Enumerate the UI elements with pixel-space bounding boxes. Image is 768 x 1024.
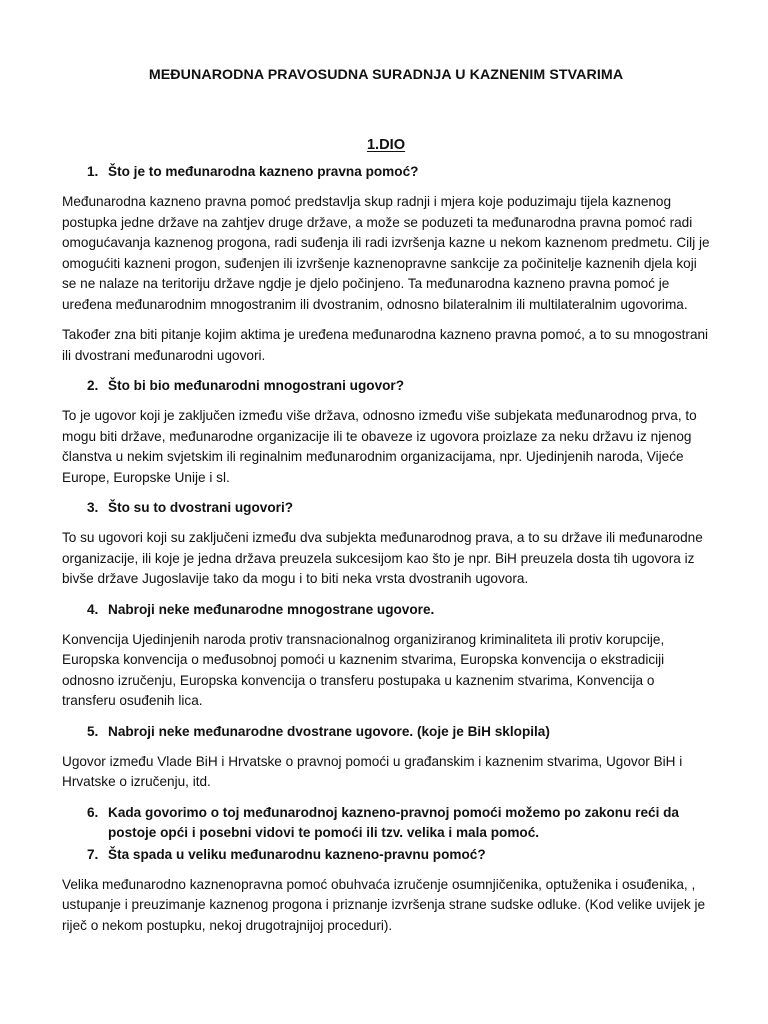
- answer-paragraph-2: Također zna biti pitanje kojim aktima je uređena međunarodna kazneno pravna pomoć, a to su mnogostrani ili dvostrani međunarodni ugovori.: [62, 327, 709, 363]
- question-1: [62, 162, 710, 182]
- question-text: Šta spada u veliku međunarodnu kazneno-pravnu pomoć?: [108, 846, 486, 862]
- question-text: Što su to dvostrani ugovori?: [108, 500, 294, 515]
- question-number: 3.: [87, 500, 99, 515]
- question-number: 4.: [87, 601, 99, 617]
- question-number: 7.: [87, 846, 99, 862]
- answer-paragraph-7: Velika međunarodno kaznenopravna pomoć obuhvaća izručenje osumnjičenika, optuženika i osuđenika, , ustupanje i preuzimanje kaznenog progona i priznanje izvršenja strane sudske odluke. (Kod velike uvijek je riječ o nekom postupku, nekoj drugotrajnijoj proceduri).: [62, 876, 706, 933]
- question-4: [62, 600, 710, 620]
- question-2: [62, 376, 710, 396]
- question-text: Što bi bio međunarodni mnogostrani ugovor?: [108, 378, 405, 393]
- question-number: 6.: [87, 804, 99, 820]
- question-text: Nabroji neke međunarodne dvostrane ugovore. (koje je BiH sklopila): [108, 723, 550, 739]
- question-number: 2.: [87, 378, 99, 393]
- question-number: 5.: [87, 723, 99, 739]
- question-3: [62, 498, 710, 518]
- question-7: [62, 845, 710, 865]
- part-heading: 1.DIO: [366, 137, 406, 153]
- question-text: Što je to međunarodna kazneno pravna pomoć?: [108, 164, 419, 179]
- answer-paragraph-6: Ugovor između Vlade BiH i Hrvatske o pravnoj pomoći u građanskim i kaznenim stvarima, Ugovor BiH i Hrvatske o izručenju, itd.: [62, 753, 683, 789]
- question-5: [62, 722, 710, 742]
- question-text: Nabroji neke međunarodne mnogostrane ugovore.: [108, 601, 435, 617]
- document-title: MEĐUNARODNA PRAVOSUDNA SURADNJA U KAZNENIM STVARIMA: [148, 67, 624, 83]
- answer-paragraph-1: Međunarodna kazneno pravna pomoć predstavlja skup radnji i mjera koje poduzimaju tijela kaznenog postupka jedne države na zahtjev druge države, a može se poduzeti ta međunarodna pravna pomoć radi omogućavanja kaznenog progona, radi suđenja ili radi izvršenja kazne u nekom kaznenom predmetu. Cilj je omogućiti kazneni progon, suđenjen ili izvršenje kaznenopravne sankcije za počinitelje kaznenih djela koji se ne nalaze na teritoriju države ngdje je djelo počinjeno. Ta međunarodna kazneno pravna pomoć je uređena međunarodnim mnogostranim ili dvostranim, odnosno bilateralnim ili multilateralnim ugovorima.: [62, 194, 710, 312]
- question-number: 1.: [87, 164, 99, 179]
- answer-paragraph-4: To su ugovori koji su zaključeni između dva subjekta međunarodnog prava, a to su države ili međunarodne organizacije, ili koje je jedna država preuzela sukcesijom kao što je npr. BiH preuzela dosta tih ugovora iz bivše države Jugoslavije tako da mogu i to biti neka vrsta dvostranih ugovora.: [62, 530, 703, 586]
- answer-paragraph-5: Konvencija Ujedinjenih naroda protiv transnacionalnog organiziranog kriminaliteta ili protiv korupcije, Europska konvencija o međusobnoj pomoći u kaznenim stvarima, Europska konvencija o ekstradiciji odnosno izručenju, Europska konvencija o transferu postupaka u kaznenim stvarima, Konvencija o transferu osuđenih lica.: [62, 631, 665, 708]
- answer-paragraph-3: To je ugovor koji je zaključen između više država, odnosno između više subjekata međunarodnog prva, to mogu biti države, međunarodne organizacije ili te obaveze iz ugovora proizlaze za neku državu iz njenog članstva u nekim svjetskim ili reginalnim međunarodnim organizacijama, npr. Ujedinjenih naroda, Vijeće Europe, Europske Unije i sl.: [62, 408, 697, 485]
- question-6: [62, 803, 710, 843]
- question-text: Kada govorimo o toj međunarodnoj kazneno-pravnoj pomoći možemo po zakonu reći da postoje opći i posebni vidovi te pomoći ili tzv. velika i mala pomoć.: [108, 804, 679, 840]
